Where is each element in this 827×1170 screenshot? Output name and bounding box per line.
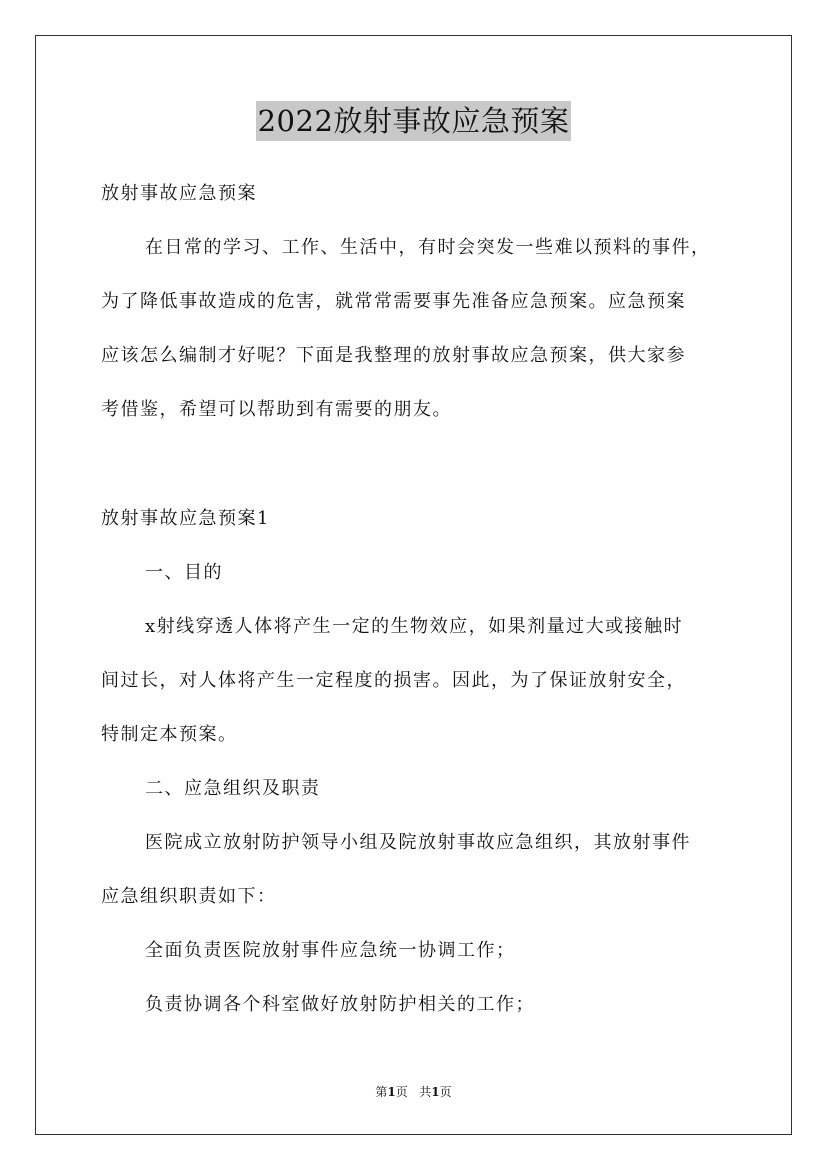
paragraph-line: 考借鉴，希望可以帮助到有需要的朋友。: [101, 399, 452, 420]
paragraph-line: 为了降低事故造成的危害，就常常需要事先准备应急预案。应急预案: [101, 291, 686, 312]
subsection-heading: 一、目的: [145, 562, 223, 583]
paragraph-line: x射线穿透人体将产生一定的生物效应，如果剂量过大或接触时: [145, 616, 684, 637]
subsection-heading: 二、应急组织及职责: [145, 778, 321, 799]
doc-subtitle: 放射事故应急预案: [101, 183, 257, 204]
page-number: 1: [387, 1085, 396, 1099]
paragraph-line: 医院成立放射防护领导小组及院放射事故应急组织，其放射事件: [145, 832, 691, 853]
paragraph-line: 全面负责医院放射事件应急统一协调工作；: [145, 940, 516, 961]
total-pages: 1: [431, 1085, 440, 1099]
paragraph-line: 应急组织职责如下：: [101, 886, 277, 907]
paragraph-line: 应该怎么编制才好呢？下面是我整理的放射事故应急预案，供大家参: [101, 345, 686, 366]
paragraph-line: 间过长，对人体将产生一定程度的损害。因此，为了保证放射安全，: [101, 670, 686, 691]
page-footer: [0, 1084, 827, 1100]
paragraph-line: 特制定本预案。: [101, 724, 238, 745]
paragraph-line: 负责协调各个科室做好放射防护相关的工作；: [145, 994, 535, 1015]
page-prefix: 第: [375, 1085, 388, 1099]
total-prefix: 共: [419, 1085, 432, 1099]
paragraph-line: 在日常的学习、工作、生活中，有时会突发一些难以预料的事件，: [145, 237, 711, 258]
page-suffix: 页: [395, 1085, 408, 1099]
title-container: [0, 101, 827, 141]
document-title: 2022放射事故应急预案: [256, 101, 572, 141]
total-suffix: 页: [439, 1085, 452, 1099]
section-heading: 放射事故应急预案1: [101, 508, 270, 529]
